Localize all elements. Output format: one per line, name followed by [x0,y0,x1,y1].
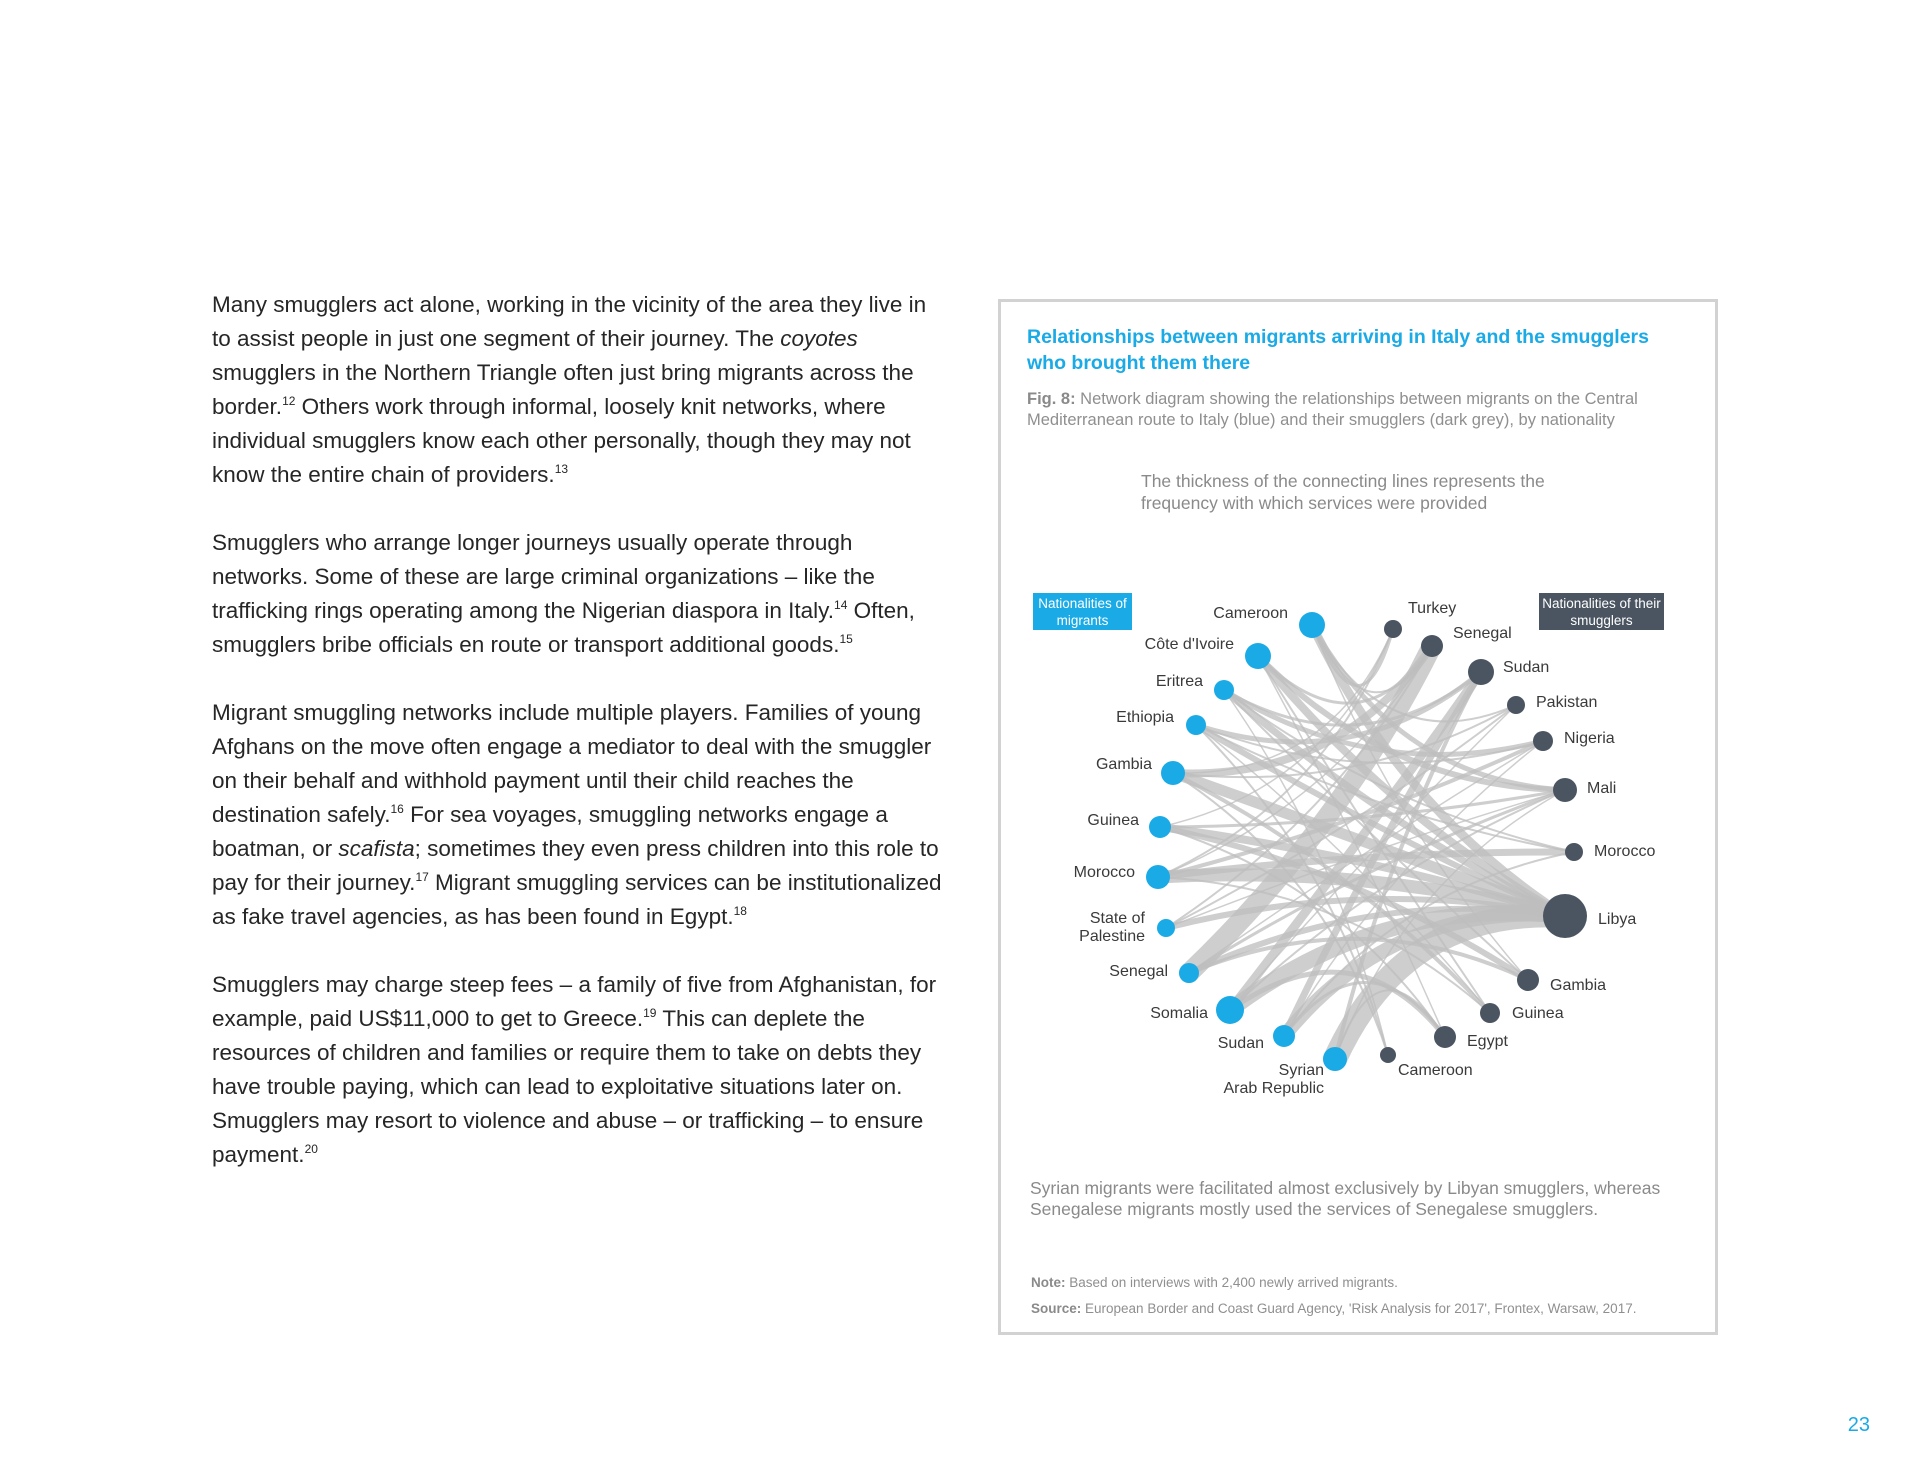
paragraph-3: Migrant smuggling networks include multiple players. Families of young Afghans on the move often engage a mediator to deal with the smuggler on their behalf and withhold payment until their child reaches the destination safely.$^{16}$ For sea voyages, smuggling networks engage a boatman, or scafista; sometimes they even press children into this role to pay for their journey.$^{17}$ Migrant smuggling services can be institutionalized as fake travel agencies, as has been found in Egypt.$^{18}$ [212,700,942,929]
paragraph-1: Many smugglers act alone, working in the vicinity of the area they live in to assist people in just one segment of their journey. The coyotes smugglers in the Northern Triangle often just bring migrants across the border.$^{12}$ Others work through informal, loosely knit networks, where individual smugglers know each other personally, though they may not know the entire chain of providers.$^{13}$ [212,292,927,487]
smuggler-label: Libya [1598,911,1637,928]
smuggler-node [1507,696,1525,714]
migrant-label: Gambia [1095,756,1152,773]
smuggler-label: Sudan [1503,659,1550,676]
migrant-label: Cameroon [1213,605,1288,622]
migrant-node [1179,963,1199,983]
smuggler-label: Morocco [1594,843,1656,860]
body-text [212,288,942,1206]
legend-smugglers: Nationalities of their smugglers [1539,593,1664,630]
smuggler-label: Gambia [1550,977,1607,994]
migrant-node [1161,761,1185,785]
smuggler-label: Nigeria [1564,730,1615,747]
paragraph-4: Smugglers may charge steep fees – a family of five from Afghanistan, for example, paid US$11,000 to get to Greece.$^{19}$ This can deplete the resources of children and families or require them to take on debts they have trouble paying, which can lead to exploitative situations later on. Smugglers may resort to violence and abuse – or trafficking – to ensure payment.$^{20}$ [212,972,937,1167]
smuggler-label: Egypt [1467,1033,1508,1050]
migrant-node [1216,996,1244,1024]
page-number: 23 [1847,1414,1870,1436]
migrant-node [1299,612,1325,638]
migrant-node [1323,1047,1347,1071]
migrant-label: State of Palestine [1079,910,1145,945]
migrant-label: Syrian Arab Republic [1223,1062,1324,1097]
migrant-node [1146,865,1170,889]
smuggler-label: Mali [1587,780,1617,797]
smuggler-label: Guinea [1512,1005,1564,1022]
migrant-label: Eritrea [1155,673,1203,690]
smuggler-node [1434,1026,1456,1048]
figure-summary: Syrian migrants were facilitated almost exclusively by Libyan smugglers, whereas Senegalese migrants mostly used the services of Senegalese smugglers. [1030,1178,1661,1219]
smuggler-label: Cameroon [1398,1062,1473,1079]
figure-source: Source: European Border and Coast Guard Agency, 'Risk Analysis for 2017', Frontex, Warsaw, 2017. [1031,1301,1637,1316]
smuggler-node [1553,778,1577,802]
smuggler-node [1480,1003,1500,1023]
figure-note: Note: Based on interviews with 2,400 newly arrived migrants. [1031,1275,1398,1290]
smuggler-node [1384,620,1402,638]
migrant-label: Côte d'Ivoire [1144,636,1234,653]
legend-migrants: Nationalities of migrants [1033,593,1132,630]
migrant-label: Guinea [1087,812,1139,829]
paragraph-2: Smugglers who arrange longer journeys usually operate through networks. Some of these are large criminal organizations – like the trafficking rings operating among the Nigerian diaspora in Italy.$^{14}$ Often, smugglers bribe officials en route or transport additional goods.$^{15}$ [212,530,915,657]
migrant-node [1186,715,1206,735]
smuggler-node [1533,731,1553,751]
figure-title: Relationships between migrants arriving in Italy and the smugglers who brought them there [1027,326,1649,374]
smuggler-node [1543,894,1587,938]
migrant-label: Morocco [1073,864,1135,881]
migrant-node [1214,680,1234,700]
smuggler-node [1565,843,1583,861]
migrant-node [1245,643,1271,669]
smuggler-node [1380,1047,1396,1063]
smuggler-label: Turkey [1408,600,1457,617]
smuggler-node [1468,659,1494,685]
migrant-label: Somalia [1150,1005,1208,1022]
smuggler-node [1517,969,1539,991]
smuggler-node [1421,635,1443,657]
migrant-node [1157,919,1175,937]
thickness-note: The thickness of the connecting lines represents the frequency with which services were provided [1141,471,1545,513]
smuggler-label: Pakistan [1536,694,1598,711]
migrant-node [1149,816,1171,838]
figure-caption: Fig. 8: Network diagram showing the relationships between migrants on the Central Mediterranean route to Italy (blue) and their smugglers (dark grey), by nationality [1027,390,1638,429]
migrant-label: Ethiopia [1116,709,1174,726]
migrant-node [1273,1025,1295,1047]
network-diagram [998,590,1718,1120]
migrant-label: Sudan [1217,1035,1264,1052]
migrant-label: Senegal [1109,963,1168,980]
smuggler-label: Senegal [1453,625,1512,642]
